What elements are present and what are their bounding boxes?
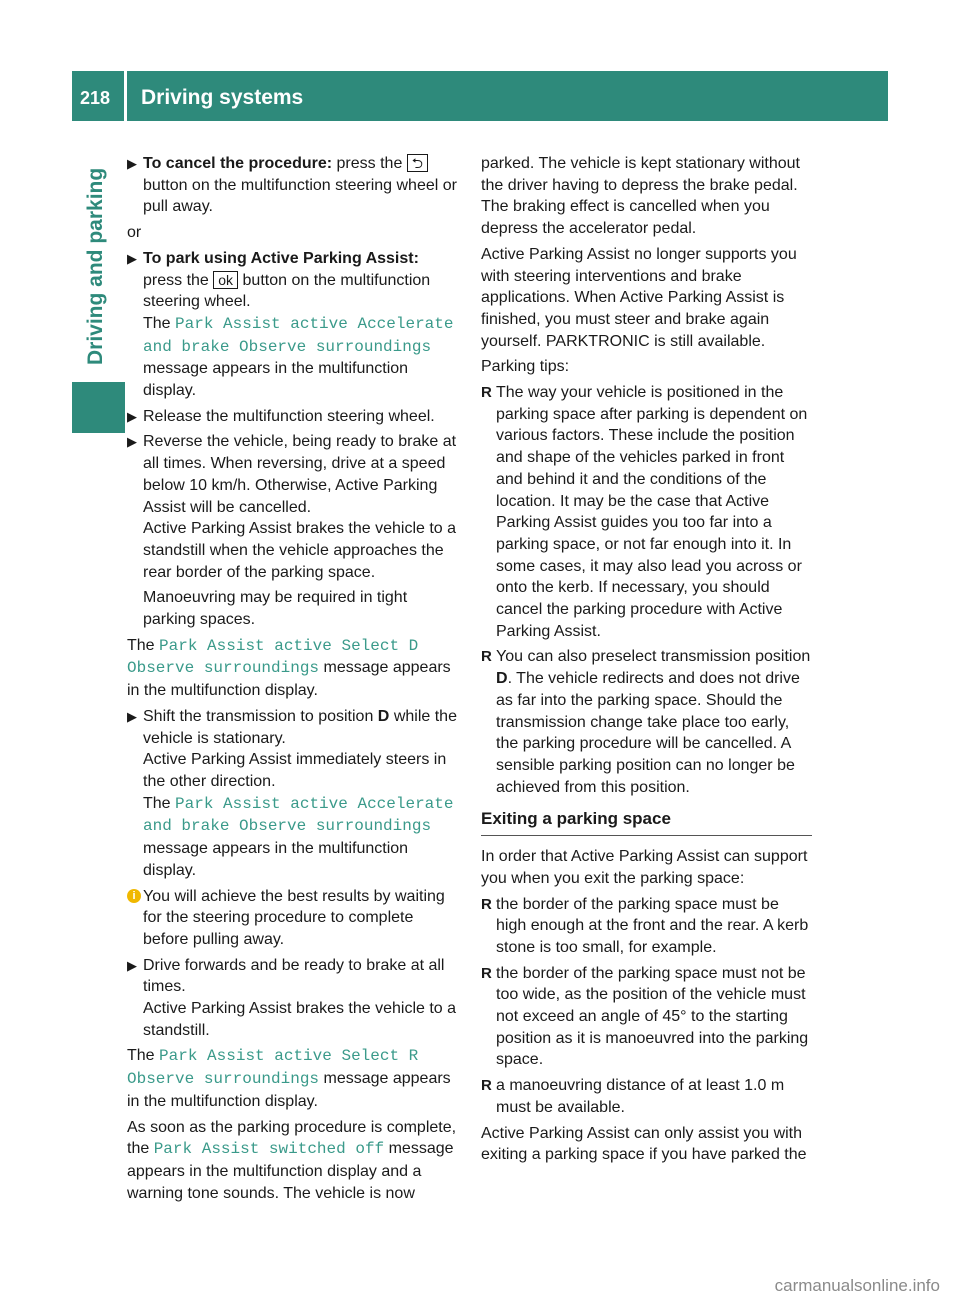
info-note <box>127 886 460 951</box>
text: message appears in the multifunction display. <box>127 659 451 700</box>
paragraph <box>127 1045 460 1112</box>
paragraph: parked. The vehicle is kept stationary without the driver having to depress the brake pedal. The braking effect is cancelled when you depress the accelerator pedal. <box>481 155 800 238</box>
page-number: 218 <box>80 88 111 108</box>
list-item-text: a manoeuvring distance of at least 1.0 m must be available. <box>496 1077 785 1116</box>
text: As soon as the parking procedure is complete, the <box>127 1118 457 1158</box>
step-text: Shift the transmission to position <box>143 707 374 725</box>
gear-position: D <box>496 670 508 688</box>
step-release <box>127 406 460 428</box>
step-text: message appears in the multifunction display. <box>143 360 409 400</box>
step-forward <box>127 955 460 1042</box>
step-text: Active Parking Assist brakes the vehicle to a standstill. <box>143 1000 457 1039</box>
watermark: carmanualsonline.info <box>774 1276 940 1295</box>
step-shift <box>127 706 460 882</box>
text: The <box>127 636 155 654</box>
list-item-text: . The vehicle redirects and does not drive as far into the parking space. Should the transmission change take place too early, the parking procedure will be cancelled. A sensible parking position can no longer be achieved from this position. <box>496 670 800 796</box>
arrow-right-icon: ▶ <box>127 434 137 450</box>
step-text: Manoeuvring may be required in tight parking spaces. <box>143 589 408 629</box>
paragraph <box>127 635 460 702</box>
page-title: Driving systems <box>141 86 304 109</box>
text: message appears in the multifunction display and a warning tone sounds. The vehicle is now <box>127 1140 454 1202</box>
arrow-right-icon: ▶ <box>127 408 137 424</box>
step-park <box>127 248 460 402</box>
paragraph <box>127 1117 460 1205</box>
left-column <box>127 153 460 1208</box>
step-reverse <box>127 431 460 630</box>
display-message: Park Assist active Accelerate and brake Observe surroundings <box>143 314 454 356</box>
list-item <box>481 894 812 959</box>
step-text: while the vehicle is stationary. <box>143 707 457 747</box>
paragraph: In order that Active Parking Assist can support you when you exit the parking space: <box>481 848 808 887</box>
step-cancel <box>127 153 460 218</box>
step-heading: To cancel the procedure: <box>143 155 333 172</box>
r-bullet-icon: R <box>481 964 492 982</box>
step-text: The <box>143 794 171 812</box>
list-item-text: the border of the parking space must be high enough at the front and the rear. A kerb stone is too small, for example. <box>496 895 809 956</box>
paragraph: Active Parking Assist can only assist you with exiting a parking space if you have parked the <box>481 1124 807 1164</box>
section-heading: Exiting a parking space <box>481 808 812 836</box>
step-text: Active Parking Assist brakes the vehicle to a standstill when the vehicle approaches the rear border of the parking space. <box>143 520 457 581</box>
step-text: press the <box>336 155 403 172</box>
display-message: Park Assist active Accelerate and brake Observe surroundings <box>143 794 454 836</box>
side-tab-label: Driving and parking <box>84 167 107 365</box>
info-text: You will achieve the best results by waiting for the steering procedure to complete before pulling away. <box>143 887 445 948</box>
display-message: Park Assist active Select D Observe surroundings <box>127 636 419 678</box>
step-text: press the <box>143 271 209 289</box>
list-item-text: You can also preselect transmission position <box>496 648 811 666</box>
step-text: Active Parking Assist immediately steers in the other direction. <box>143 751 447 790</box>
step-heading: To park using Active Parking Assist: <box>143 249 419 267</box>
r-bullet-icon: R <box>481 1077 492 1095</box>
display-message: Park Assist active Select R Observe surroundings <box>127 1047 419 1089</box>
list-item-text: The way your vehicle is positioned in the parking space after parking is dependent on various factors. These include the position and shape of the vehicles parked in front and behind it and the conditions of the location. It may be the case that Active Parking Assist guides you too far into a parking space, or not far enough into it. In some cases, it may also lead you across or onto the kerb. If necessary, you should cancel the parking procedure with Active Parking Assist. <box>496 384 808 640</box>
r-bullet-icon: R <box>481 895 492 913</box>
step-text: Drive forwards and be ready to brake at all times. <box>143 956 445 996</box>
r-bullet-icon: R <box>481 648 492 666</box>
back-key-icon: ⮌ <box>407 154 428 172</box>
right-column <box>481 153 812 1170</box>
r-bullet-icon: R <box>481 384 492 402</box>
tips-label: Parking tips: <box>481 358 570 376</box>
step-text: message appears in the multifunction display. <box>143 840 409 879</box>
list-item <box>481 963 812 1072</box>
gear-position: D <box>377 707 390 725</box>
step-text: button on the multifunction steering wheel. <box>143 271 431 311</box>
side-tab-marker <box>72 382 125 433</box>
step-text: The <box>143 314 171 332</box>
display-message: Park Assist switched off <box>153 1140 385 1159</box>
arrow-right-icon: ▶ <box>127 250 137 266</box>
info-icon: i <box>127 889 141 903</box>
arrow-right-icon: ▶ <box>127 156 137 171</box>
list-item <box>481 382 812 642</box>
text: message appears in the multifunction display. <box>127 1070 451 1110</box>
step-text: button on the multifunction steering wheel or pull away. <box>143 176 457 216</box>
arrow-right-icon: ▶ <box>127 957 137 973</box>
header-separator <box>124 71 127 121</box>
ok-key-icon: ok <box>213 271 238 289</box>
list-item-text: the border of the parking space must not be too wide, as the position of the vehicle must not exceed an angle of 45° to the starting position as it is manoeuvred into the parking space. <box>496 964 809 1069</box>
or-text: or <box>127 224 142 242</box>
step-text: Reverse the vehicle, being ready to brake at all times. When reversing, drive at a speed below 10 km/h. Otherwise, Active Parking Assist will be cancelled. <box>143 433 457 516</box>
list-item <box>481 1075 812 1118</box>
text: The <box>127 1047 155 1065</box>
list-item <box>481 646 812 798</box>
arrow-right-icon: ▶ <box>127 708 137 724</box>
step-text: Release the multifunction steering wheel. <box>143 407 435 425</box>
paragraph: Active Parking Assist no longer supports you with steering interventions and brake applications. When Active Parking Assist is finished, you must steer and brake again yourself. PARKTRONIC is still available. <box>481 245 797 350</box>
